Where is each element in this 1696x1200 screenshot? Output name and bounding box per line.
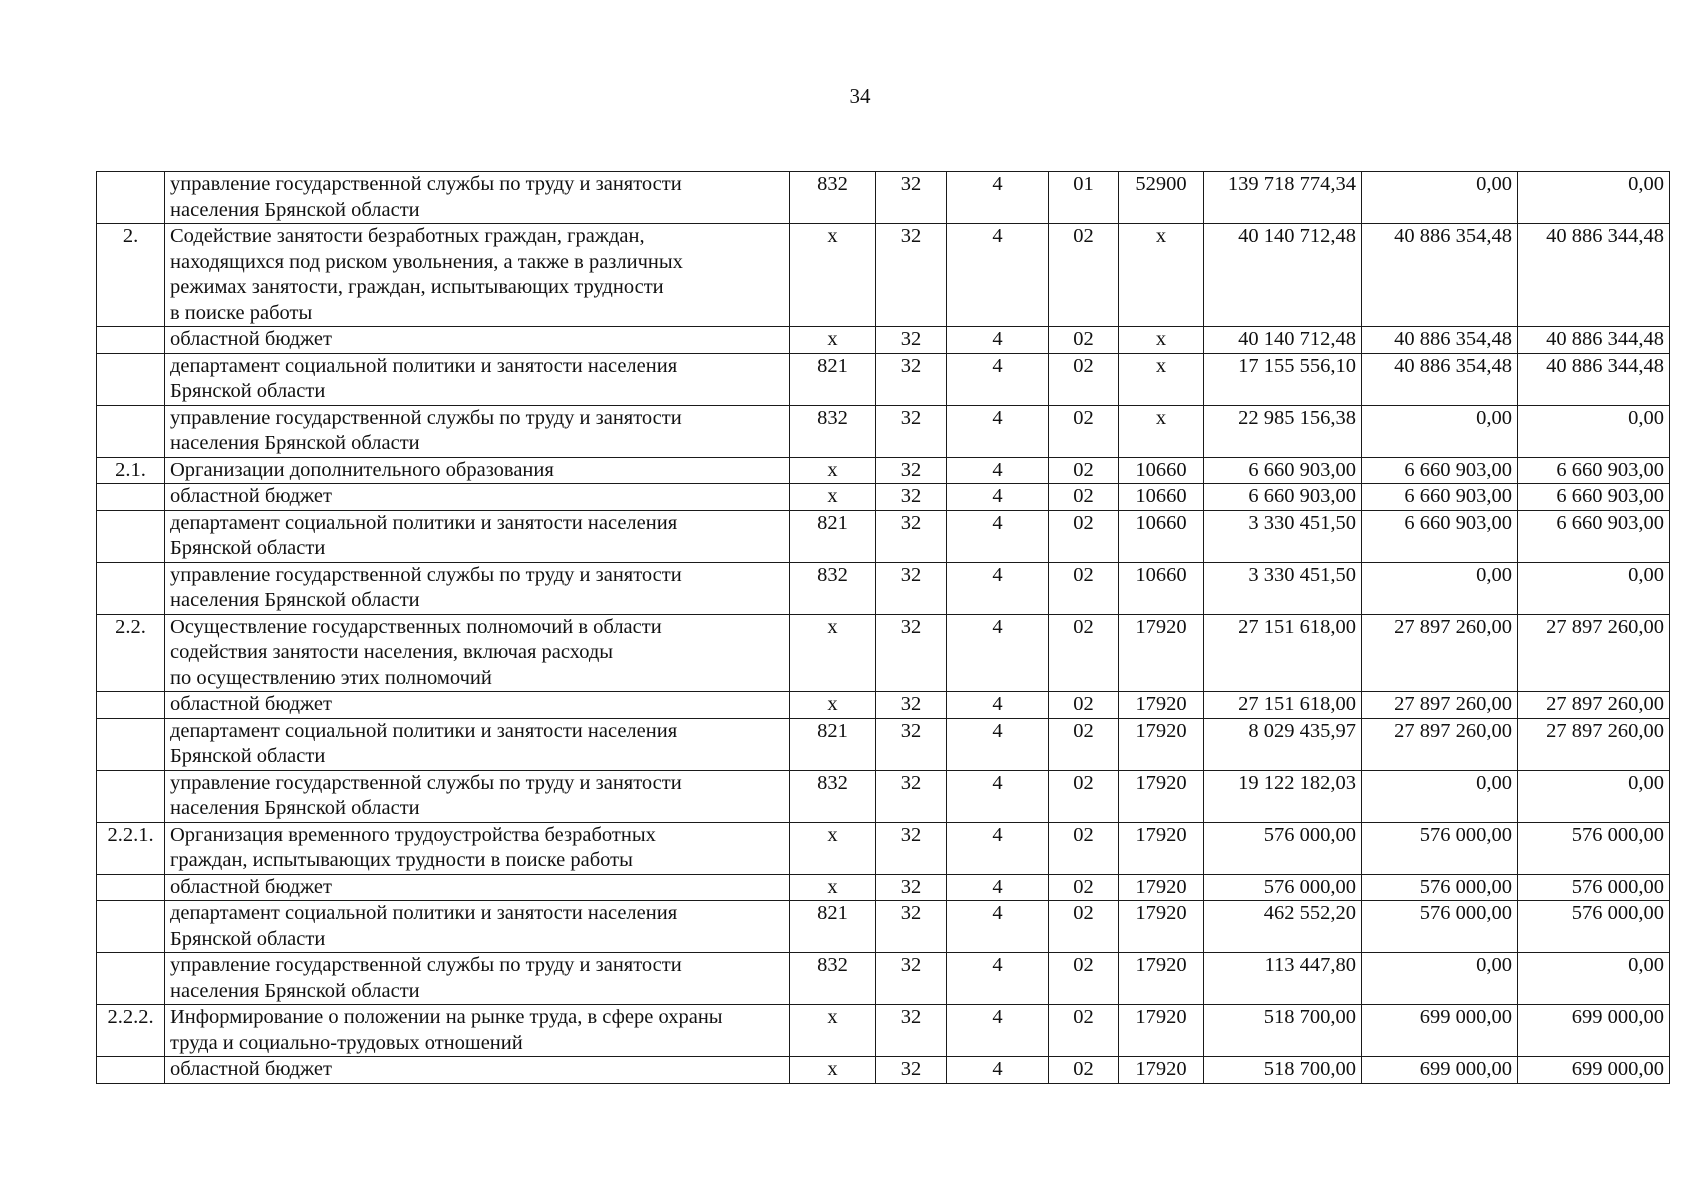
code-cell-grbs: 821: [790, 901, 876, 953]
description-line: населения Брянской области: [170, 198, 420, 221]
table-row: [97, 510, 1670, 562]
code-cell-subprogram: 4: [947, 874, 1049, 901]
amount-cell-year2: 576 000,00: [1362, 874, 1518, 901]
code-cell-subprogram: 4: [947, 510, 1049, 562]
amount-cell-year2: 6 660 903,00: [1362, 510, 1518, 562]
code-cell-activity: 02: [1049, 562, 1119, 614]
code-cell-program: 32: [876, 718, 947, 770]
code-cell-direction: 17920: [1119, 874, 1204, 901]
code-cell-activity: 02: [1049, 1057, 1119, 1084]
code-cell-subprogram: 4: [947, 901, 1049, 953]
amount-cell-year3: 0,00: [1518, 405, 1670, 457]
code-cell-grbs: х: [790, 327, 876, 354]
code-cell-direction: х: [1119, 224, 1204, 327]
amount-cell-year1: 19 122 182,03: [1204, 770, 1362, 822]
description-line: труда и социально-трудовых отношений: [170, 1031, 523, 1054]
description-line: населения Брянской области: [170, 432, 420, 454]
code-cell-direction: 17920: [1119, 718, 1204, 770]
amount-cell-year3: 0,00: [1518, 770, 1670, 822]
code-cell-subprogram: 4: [947, 1005, 1049, 1057]
row-number-cell: [97, 718, 165, 770]
amount-cell-year2: 40 886 354,48: [1362, 353, 1518, 405]
description-line: управление государственной службы по труду и занятости: [170, 771, 682, 794]
amount-cell-year3: 576 000,00: [1518, 822, 1670, 874]
description-line: департамент социальной политики и занятости населения: [170, 719, 678, 742]
description-cell: [165, 692, 790, 719]
code-cell-direction: 17920: [1119, 901, 1204, 953]
row-number-cell: [97, 562, 165, 614]
row-number-cell: 2.1.: [97, 457, 165, 484]
row-number-cell: [97, 901, 165, 953]
code-cell-direction: 17920: [1119, 1005, 1204, 1057]
code-cell-direction: х: [1119, 405, 1204, 457]
amount-cell-year1: 27 151 618,00: [1204, 692, 1362, 719]
code-cell-direction: 17920: [1119, 822, 1204, 874]
code-cell-grbs: х: [790, 457, 876, 484]
code-cell-program: 32: [876, 172, 947, 224]
amount-cell-year3: 40 886 344,48: [1518, 224, 1670, 327]
table-row: [97, 562, 1670, 614]
description-cell: [165, 718, 790, 770]
description-cell: [165, 770, 790, 822]
table-row: [97, 172, 1670, 224]
code-cell-activity: 02: [1049, 457, 1119, 484]
amount-cell-year1: 462 552,20: [1204, 901, 1362, 953]
amount-cell-year3: 6 660 903,00: [1518, 457, 1670, 484]
amount-cell-year1: 27 151 618,00: [1204, 614, 1362, 692]
code-cell-activity: 02: [1049, 874, 1119, 901]
description-line: областной бюджет: [170, 693, 332, 715]
code-cell-program: 32: [876, 224, 947, 327]
description-cell: [165, 224, 790, 327]
table-row: [97, 822, 1670, 874]
code-cell-activity: 02: [1049, 953, 1119, 1005]
code-cell-grbs: 832: [790, 405, 876, 457]
amount-cell-year1: 3 330 451,50: [1204, 562, 1362, 614]
amount-cell-year1: 6 660 903,00: [1204, 457, 1362, 484]
code-cell-activity: 02: [1049, 327, 1119, 354]
amount-cell-year3: 0,00: [1518, 953, 1670, 1005]
row-number-cell: [97, 327, 165, 354]
description-cell: [165, 874, 790, 901]
description-cell: [165, 327, 790, 354]
code-cell-activity: 02: [1049, 718, 1119, 770]
code-cell-direction: 17920: [1119, 692, 1204, 719]
code-cell-grbs: 821: [790, 718, 876, 770]
description-line: Брянской области: [170, 537, 326, 559]
code-cell-direction: х: [1119, 327, 1204, 354]
code-cell-subprogram: 4: [947, 224, 1049, 327]
description-cell: [165, 822, 790, 874]
amount-cell-year2: 0,00: [1362, 172, 1518, 224]
code-cell-program: 32: [876, 1057, 947, 1084]
code-cell-program: 32: [876, 614, 947, 692]
amount-cell-year1: 22 985 156,38: [1204, 405, 1362, 457]
row-number-cell: [97, 953, 165, 1005]
code-cell-direction: 17920: [1119, 770, 1204, 822]
code-cell-subprogram: 4: [947, 692, 1049, 719]
description-cell: [165, 1057, 790, 1084]
code-cell-subprogram: 4: [947, 718, 1049, 770]
description-cell: [165, 510, 790, 562]
code-cell-grbs: 832: [790, 562, 876, 614]
code-cell-activity: 01: [1049, 172, 1119, 224]
row-number-cell: 2.2.1.: [97, 822, 165, 874]
description-line: Организация временного трудоустройства безработных: [170, 823, 656, 846]
code-cell-subprogram: 4: [947, 953, 1049, 1005]
amount-cell-year3: 576 000,00: [1518, 874, 1670, 901]
description-line: содействия занятости населения, включая расходы: [170, 641, 614, 663]
code-cell-program: 32: [876, 692, 947, 719]
amount-cell-year3: 6 660 903,00: [1518, 510, 1670, 562]
code-cell-program: 32: [876, 405, 947, 457]
table-row: [97, 1057, 1670, 1084]
table-row: [97, 1005, 1670, 1057]
amount-cell-year2: 27 897 260,00: [1362, 692, 1518, 719]
description-line: граждан, испытывающих трудности в поиске работы: [170, 849, 633, 871]
code-cell-subprogram: 4: [947, 457, 1049, 484]
description-cell: [165, 457, 790, 484]
amount-cell-year1: 8 029 435,97: [1204, 718, 1362, 770]
amount-cell-year1: 40 140 712,48: [1204, 327, 1362, 354]
table-row: [97, 353, 1670, 405]
description-cell: [165, 614, 790, 692]
row-number-cell: 2.2.: [97, 614, 165, 692]
code-cell-program: 32: [876, 770, 947, 822]
amount-cell-year3: 27 897 260,00: [1518, 692, 1670, 719]
description-line: Брянской области: [170, 380, 326, 402]
description-cell: [165, 953, 790, 1005]
table-row: [97, 327, 1670, 354]
code-cell-grbs: х: [790, 614, 876, 692]
code-cell-grbs: 821: [790, 510, 876, 562]
amount-cell-year2: 699 000,00: [1362, 1005, 1518, 1057]
code-cell-activity: 02: [1049, 901, 1119, 953]
amount-cell-year2: 27 897 260,00: [1362, 614, 1518, 692]
code-cell-program: 32: [876, 484, 947, 511]
amount-cell-year1: 518 700,00: [1204, 1057, 1362, 1084]
table-row: [97, 484, 1670, 511]
row-number-cell: [97, 692, 165, 719]
row-number-cell: [97, 172, 165, 224]
amount-cell-year3: 40 886 344,48: [1518, 353, 1670, 405]
amount-cell-year2: 0,00: [1362, 405, 1518, 457]
amount-cell-year1: 518 700,00: [1204, 1005, 1362, 1057]
description-line: Организации дополнительного образования: [170, 458, 554, 481]
code-cell-subprogram: 4: [947, 484, 1049, 511]
code-cell-direction: 10660: [1119, 562, 1204, 614]
code-cell-activity: 02: [1049, 692, 1119, 719]
page-number: 34: [849, 84, 871, 108]
code-cell-program: 32: [876, 562, 947, 614]
code-cell-subprogram: 4: [947, 353, 1049, 405]
code-cell-subprogram: 4: [947, 172, 1049, 224]
code-cell-activity: 02: [1049, 510, 1119, 562]
description-cell: [165, 484, 790, 511]
row-number-cell: [97, 1057, 165, 1084]
budget-table-body: [97, 172, 1670, 1084]
amount-cell-year3: 0,00: [1518, 562, 1670, 614]
description-line: Брянской области: [170, 927, 326, 950]
row-number-cell: [97, 874, 165, 901]
description-line: населения Брянской области: [170, 797, 420, 819]
row-number-cell: [97, 484, 165, 511]
code-cell-activity: 02: [1049, 614, 1119, 692]
description-line: населения Брянской области: [170, 589, 420, 611]
amount-cell-year3: 699 000,00: [1518, 1005, 1670, 1057]
amount-cell-year2: 0,00: [1362, 562, 1518, 614]
amount-cell-year2: 40 886 354,48: [1362, 224, 1518, 327]
code-cell-activity: 02: [1049, 822, 1119, 874]
description-cell: [165, 353, 790, 405]
description-line: по осуществлению этих полномочий: [170, 666, 492, 689]
code-cell-subprogram: 4: [947, 405, 1049, 457]
description-line: областной бюджет: [170, 875, 332, 898]
code-cell-grbs: х: [790, 692, 876, 719]
description-line: Брянской области: [170, 745, 326, 767]
amount-cell-year1: 6 660 903,00: [1204, 484, 1362, 511]
table-row: [97, 718, 1670, 770]
code-cell-activity: 02: [1049, 484, 1119, 511]
code-cell-grbs: х: [790, 874, 876, 901]
amount-cell-year1: 576 000,00: [1204, 822, 1362, 874]
code-cell-program: 32: [876, 874, 947, 901]
description-line: населения Брянской области: [170, 979, 420, 1002]
code-cell-activity: 02: [1049, 224, 1119, 327]
description-line: департамент социальной политики и занятости населения: [170, 511, 678, 534]
description-line: управление государственной службы по труду и занятости: [170, 173, 682, 195]
amount-cell-year3: 27 897 260,00: [1518, 614, 1670, 692]
code-cell-subprogram: 4: [947, 562, 1049, 614]
amount-cell-year3: 6 660 903,00: [1518, 484, 1670, 511]
code-cell-direction: 10660: [1119, 484, 1204, 511]
amount-cell-year2: 27 897 260,00: [1362, 718, 1518, 770]
code-cell-activity: 02: [1049, 770, 1119, 822]
row-number-cell: [97, 770, 165, 822]
table-row: [97, 874, 1670, 901]
table-row: [97, 614, 1670, 692]
description-line: в поиске работы: [170, 301, 313, 324]
table-row: [97, 457, 1670, 484]
code-cell-subprogram: 4: [947, 822, 1049, 874]
code-cell-grbs: 821: [790, 353, 876, 405]
code-cell-subprogram: 4: [947, 770, 1049, 822]
code-cell-grbs: х: [790, 822, 876, 874]
table-row: [97, 953, 1670, 1005]
amount-cell-year3: 576 000,00: [1518, 901, 1670, 953]
description-line: областной бюджет: [170, 1058, 332, 1080]
amount-cell-year2: 6 660 903,00: [1362, 457, 1518, 484]
description-line: Содействие занятости безработных граждан, граждан,: [170, 225, 645, 247]
amount-cell-year2: 576 000,00: [1362, 901, 1518, 953]
description-cell: [165, 901, 790, 953]
description-line: управление государственной службы по труду и занятости: [170, 563, 682, 586]
amount-cell-year2: 0,00: [1362, 953, 1518, 1005]
code-cell-direction: 17920: [1119, 953, 1204, 1005]
code-cell-subprogram: 4: [947, 327, 1049, 354]
table-row: [97, 692, 1670, 719]
row-number-cell: [97, 353, 165, 405]
code-cell-activity: 02: [1049, 1005, 1119, 1057]
code-cell-subprogram: 4: [947, 614, 1049, 692]
amount-cell-year2: 0,00: [1362, 770, 1518, 822]
code-cell-subprogram: 4: [947, 1057, 1049, 1084]
description-line: режимах занятости, граждан, испытывающих трудности: [170, 276, 664, 298]
description-cell: [165, 172, 790, 224]
amount-cell-year1: 3 330 451,50: [1204, 510, 1362, 562]
table-row: [97, 405, 1670, 457]
budget-table: [96, 171, 1670, 1084]
amount-cell-year1: 40 140 712,48: [1204, 224, 1362, 327]
description-line: управление государственной службы по труду и занятости: [170, 954, 682, 976]
description-line: областной бюджет: [170, 328, 332, 350]
table-row: [97, 224, 1670, 327]
code-cell-program: 32: [876, 1005, 947, 1057]
code-cell-program: 32: [876, 510, 947, 562]
row-number-cell: [97, 510, 165, 562]
amount-cell-year3: 27 897 260,00: [1518, 718, 1670, 770]
description-line: Осуществление государственных полномочий в области: [170, 615, 662, 638]
description-line: областной бюджет: [170, 485, 332, 507]
code-cell-grbs: 832: [790, 953, 876, 1005]
amount-cell-year3: 0,00: [1518, 172, 1670, 224]
description-line: управление государственной службы по труду и занятости: [170, 406, 682, 429]
code-cell-grbs: х: [790, 484, 876, 511]
description-cell: [165, 1005, 790, 1057]
amount-cell-year3: 40 886 344,48: [1518, 327, 1670, 354]
code-cell-activity: 02: [1049, 405, 1119, 457]
code-cell-grbs: 832: [790, 770, 876, 822]
code-cell-direction: 52900: [1119, 172, 1204, 224]
description-cell: [165, 562, 790, 614]
amount-cell-year1: 576 000,00: [1204, 874, 1362, 901]
code-cell-grbs: 832: [790, 172, 876, 224]
amount-cell-year2: 40 886 354,48: [1362, 327, 1518, 354]
amount-cell-year2: 6 660 903,00: [1362, 484, 1518, 511]
table-row: [97, 901, 1670, 953]
description-line: департамент социальной политики и занятости населения: [170, 902, 678, 924]
amount-cell-year3: 699 000,00: [1518, 1057, 1670, 1084]
code-cell-direction: 17920: [1119, 614, 1204, 692]
code-cell-program: 32: [876, 901, 947, 953]
code-cell-grbs: х: [790, 1005, 876, 1057]
amount-cell-year1: 139 718 774,34: [1204, 172, 1362, 224]
amount-cell-year1: 17 155 556,10: [1204, 353, 1362, 405]
code-cell-direction: х: [1119, 353, 1204, 405]
row-number-cell: 2.2.2.: [97, 1005, 165, 1057]
code-cell-program: 32: [876, 953, 947, 1005]
code-cell-grbs: х: [790, 224, 876, 327]
description-cell: [165, 405, 790, 457]
description-line: департамент социальной политики и занятости населения: [170, 354, 678, 377]
code-cell-program: 32: [876, 353, 947, 405]
code-cell-program: 32: [876, 457, 947, 484]
code-cell-direction: 17920: [1119, 1057, 1204, 1084]
amount-cell-year2: 699 000,00: [1362, 1057, 1518, 1084]
code-cell-activity: 02: [1049, 353, 1119, 405]
table-row: [97, 770, 1670, 822]
amount-cell-year1: 113 447,80: [1204, 953, 1362, 1005]
code-cell-direction: 10660: [1119, 457, 1204, 484]
description-line: Информирование о положении на рынке труда, в сфере охраны: [170, 1006, 723, 1028]
row-number-cell: 2.: [97, 224, 165, 327]
code-cell-program: 32: [876, 822, 947, 874]
amount-cell-year2: 576 000,00: [1362, 822, 1518, 874]
code-cell-direction: 10660: [1119, 510, 1204, 562]
description-line: находящихся под риском увольнения, а также в различных: [170, 250, 683, 273]
code-cell-grbs: х: [790, 1057, 876, 1084]
row-number-cell: [97, 405, 165, 457]
code-cell-program: 32: [876, 327, 947, 354]
